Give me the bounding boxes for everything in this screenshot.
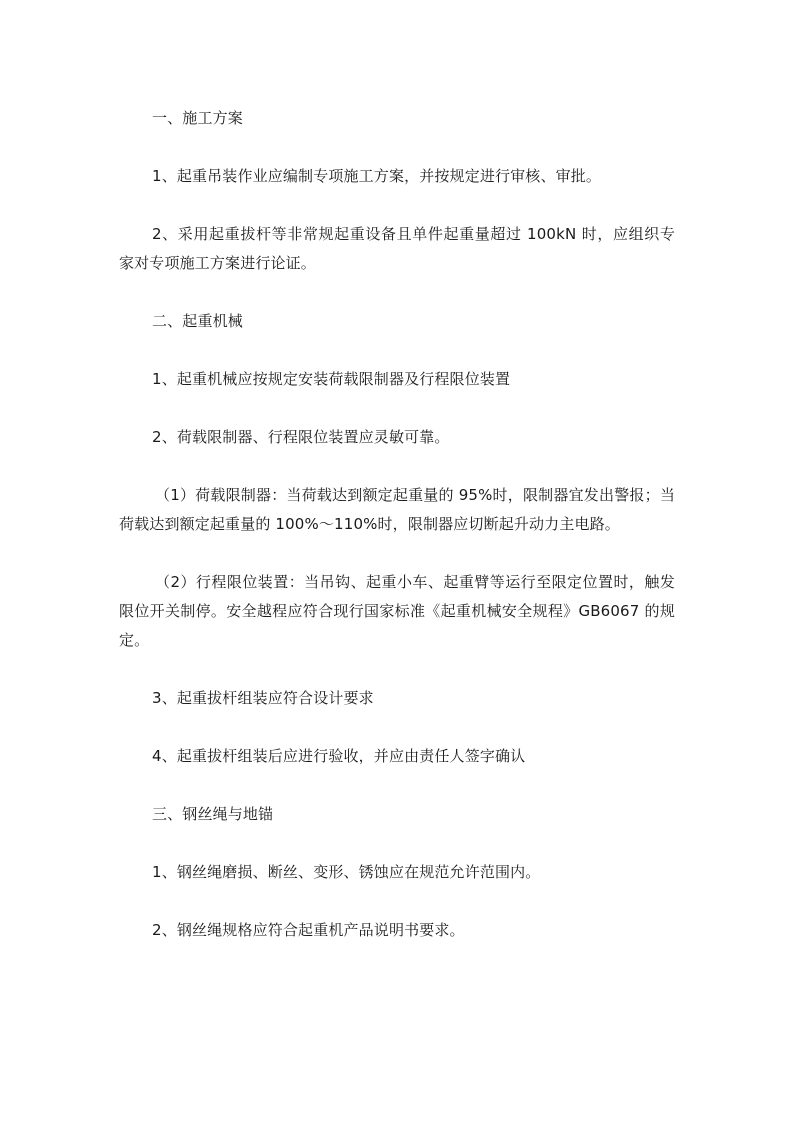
paragraph: 4、起重拔杆组装后应进行验收，并应由责任人签字确认 xyxy=(152,747,526,765)
paragraph: 2、采用起重拔杆等非常规起重设备且单件起重量超过 100kN 时，应组织专家对专项施工方案进行论证。 xyxy=(119,225,675,272)
document-body xyxy=(119,104,675,945)
section-heading-lifting-machinery: 二、起重机械 xyxy=(152,312,243,330)
section-heading-wire-rope-and-anchor: 三、钢丝绳与地锚 xyxy=(152,805,274,823)
paragraph: （2）行程限位装置：当吊钩、起重小车、起重臂等运行至限定位置时，触发限位开关制停。安全越程应符合现行国家标准《起重机械安全规程》GB6067 的规定。 xyxy=(119,573,675,649)
paragraph: 2、荷载限制器、行程限位装置应灵敏可靠。 xyxy=(152,428,450,446)
paragraph: 2、钢丝绳规格应符合起重机产品说明书要求。 xyxy=(152,921,465,939)
paragraph: 1、钢丝绳磨损、断丝、变形、锈蚀应在规范允许范围内。 xyxy=(152,863,541,881)
paragraph: 3、起重拔杆组装应符合设计要求 xyxy=(152,689,374,707)
paragraph: 1、起重吊装作业应编制专项施工方案，并按规定进行审核、审批。 xyxy=(152,167,602,185)
paragraph: 1、起重机械应按规定安装荷载限制器及行程限位装置 xyxy=(152,370,511,388)
paragraph: （1）荷载限制器：当荷载达到额定起重量的 95%时，限制器宜发出警报；当荷载达到额定起重量的 100%～110%时，限制器应切断起升动力主电路。 xyxy=(119,486,675,533)
section-heading-construction-plan: 一、施工方案 xyxy=(152,109,243,127)
